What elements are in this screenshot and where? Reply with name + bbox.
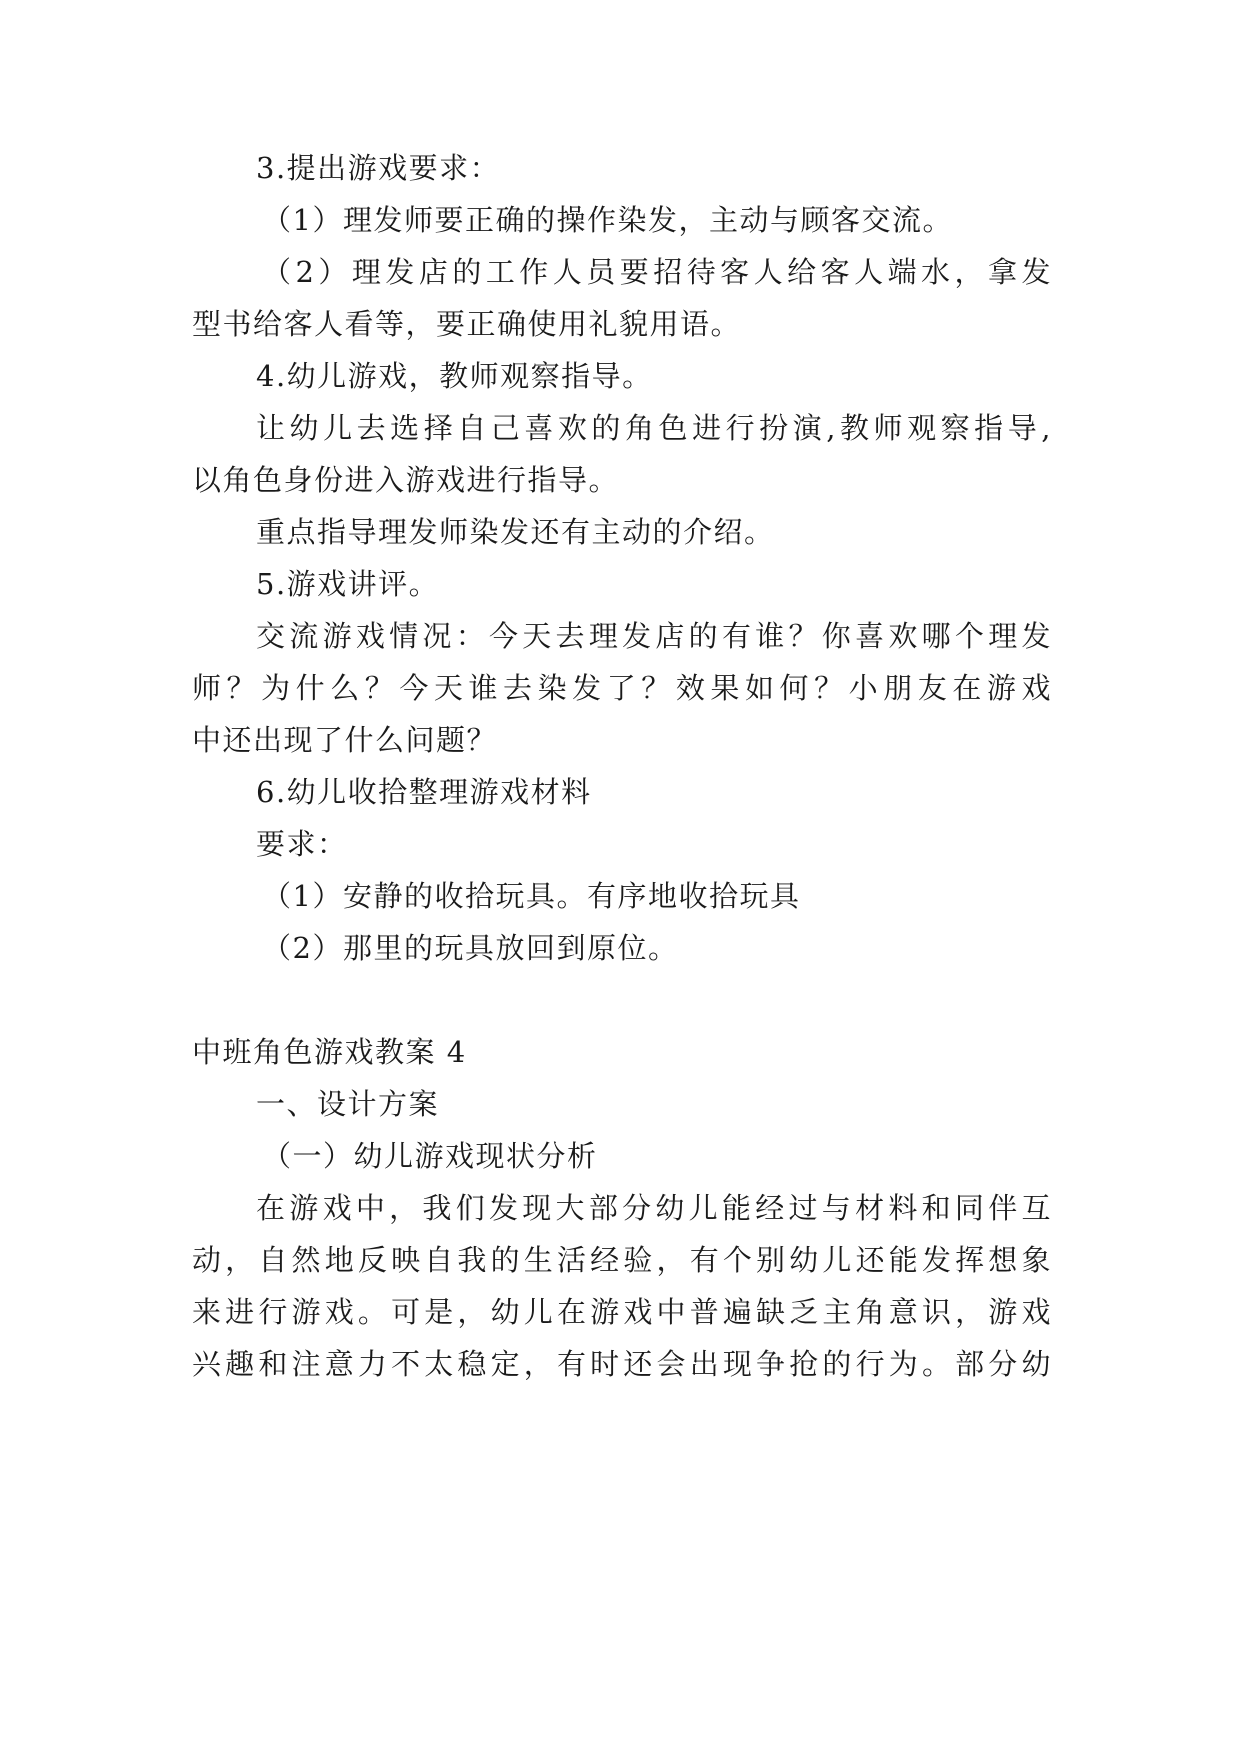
step6-requirements-label: 要求： bbox=[256, 827, 348, 861]
lesson4-paragraph-line-1: 在游戏中，我们发现大部分幼儿能经过与材料和同伴互 bbox=[256, 1191, 1052, 1225]
step5-paragraph-line-3: 中还出现了什么问题？ bbox=[192, 723, 498, 757]
requirement-2-line-1: （2）理发店的工作人员要招待客人给客人端水，拿发 bbox=[262, 255, 1052, 289]
step6-heading: 6.幼儿收拾整理游戏材料 bbox=[256, 775, 592, 809]
lesson4-title: 中班角色游戏教案 4 bbox=[192, 1035, 467, 1069]
step4-paragraph-2: 重点指导理发师染发还有主动的介绍。 bbox=[256, 515, 775, 549]
step6-requirement-2: （2）那里的玩具放回到原位。 bbox=[262, 931, 679, 965]
step3-heading: 3.提出游戏要求： bbox=[256, 151, 501, 185]
step4-paragraph-1-line-1: 让幼儿去选择自己喜欢的角色进行扮演,教师观察指导, bbox=[256, 411, 1052, 445]
lesson4-subsection-1-heading: （一）幼儿游戏现状分析 bbox=[262, 1139, 598, 1173]
requirement-2-line-2: 型书给客人看等，要正确使用礼貌用语。 bbox=[192, 307, 742, 341]
step4-heading: 4.幼儿游戏，教师观察指导。 bbox=[256, 359, 653, 393]
step5-heading: 5.游戏讲评。 bbox=[256, 567, 440, 601]
step6-requirement-1: （1）安静的收拾玩具。有序地收拾玩具 bbox=[262, 879, 801, 913]
step5-paragraph-line-1: 交流游戏情况：今天去理发店的有谁？你喜欢哪个理发 bbox=[256, 619, 1052, 653]
requirement-1: （1）理发师要正确的操作染发，主动与顾客交流。 bbox=[262, 203, 953, 237]
step5-paragraph-line-2: 师？为什么？今天谁去染发了？效果如何？小朋友在游戏 bbox=[192, 671, 1052, 705]
lesson4-part1-heading: 一、设计方案 bbox=[256, 1087, 440, 1121]
lesson4-paragraph-line-3: 来进行游戏。可是，幼儿在游戏中普遍缺乏主角意识，游戏 bbox=[192, 1295, 1052, 1329]
step4-paragraph-1-line-2: 以角色身份进入游戏进行指导。 bbox=[192, 463, 620, 497]
lesson4-paragraph-line-2: 动，自然地反映自我的生活经验，有个别幼儿还能发挥想象 bbox=[192, 1243, 1052, 1277]
lesson4-paragraph-line-4: 兴趣和注意力不太稳定，有时还会出现争抢的行为。部分幼 bbox=[192, 1347, 1052, 1381]
